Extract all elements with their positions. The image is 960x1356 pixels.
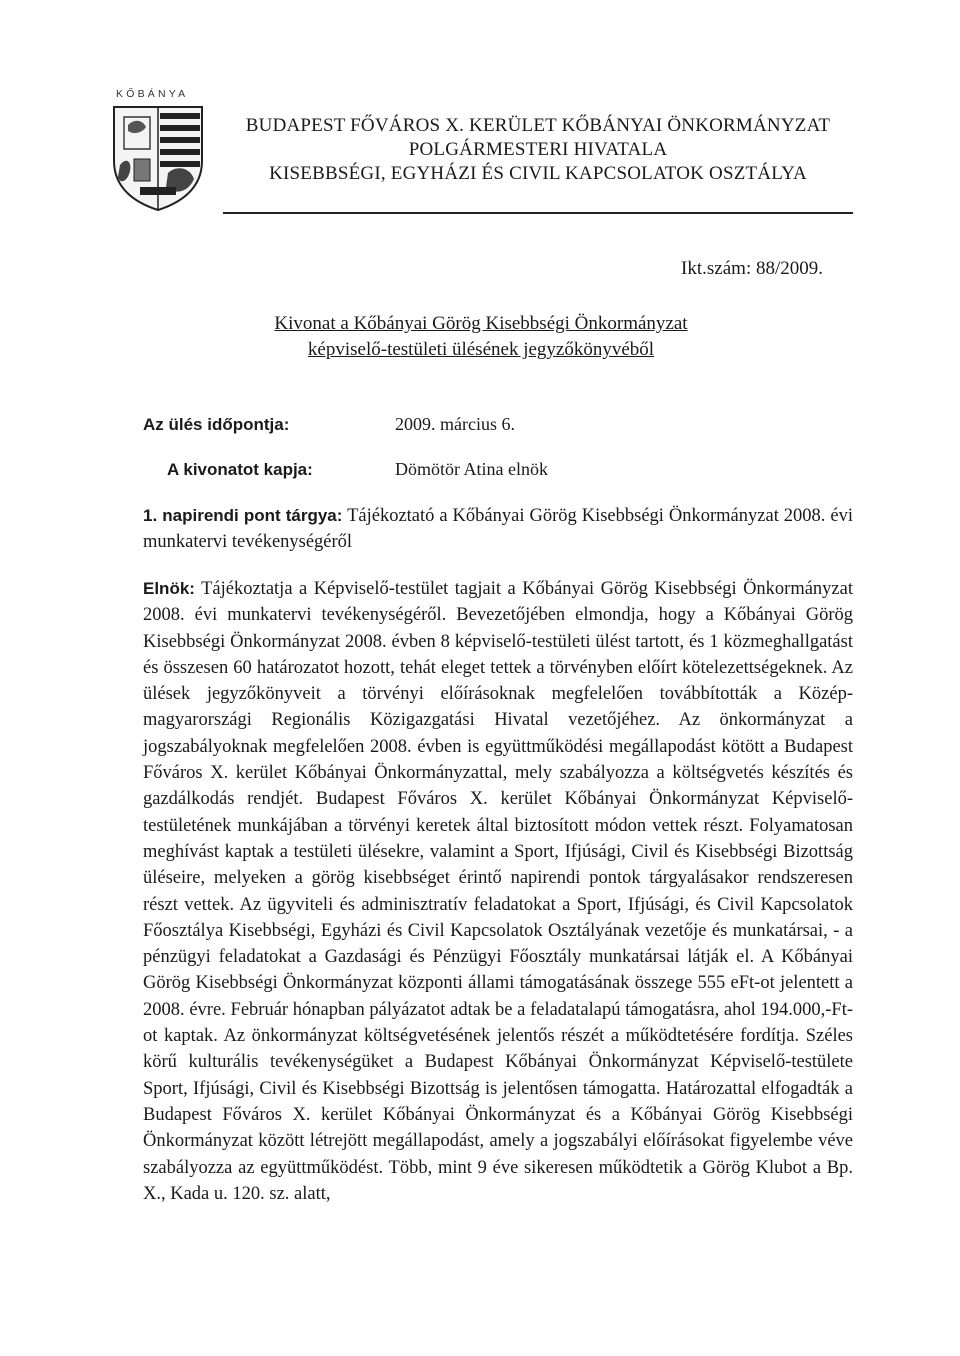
recipient-value: Dömötör Atina elnök bbox=[395, 459, 548, 479]
agenda-item bbox=[143, 503, 853, 556]
meeting-date-value: 2009. március 6. bbox=[395, 414, 515, 434]
coat-of-arms-icon bbox=[110, 103, 206, 213]
chair-statement-text: Tájékoztatja a Képviselő-testület tagjait a Kőbányai Görög Kisebbségi Önkormányzat 2008. évi munkatervi tevékenységéről. Bevezetőjében elmondja, hogy a Kőbányai Görög Kisebbségi Önkormányzat 2008. évben 8 képviselő-testületi ülést tartott, és 1 közmeghallgatást és összesen 60 határozatot hozott, tehát eleget tettek a törvényben előírt kötelezettségeknek. Az ülések jegyzőkönyveit a törvényi előírásoknak megfelelően továbbították a Közép-magyarországi Regionális Közigazgatási Hivatal vezetőjéhez. Az önkormányzat a jogszabályoknak megfelelően 2008. évben is együttműködési megállapodást kötött a Budapest Főváros X. kerület Kőbányai Önkormányzattal, mely szabályozza a költségvetés készítés és gazdálkodás rendjét. Budapest Főváros X. kerület Kőbányai Önkormányzat Képviselő-testületének munkájában a törvényi keretek által biztosított módon vettek részt. Folyamatosan meghívást kaptak a testületi ülésekre, valamint a Sport, Ifjúsági, Civil és Kisebbségi Bizottság üléseire, melyeken a görög kisebbséget érintő napirendi pontok tárgyalásakor rendszeresen részt vettek. Az ügyviteli és adminisztratív feladatokat a Sport, Ifjúsági, és Civil Kapcsolatok Főosztálya Kisebbségi, Egyházi és Civil Kapcsolatok Osztályának vezetője és munkatársai, - a pénzügyi feladatokat a Gazdasági és Pénzügyi Főosztály munkatársai látják el. A Kőbányai Görög Kisebbségi Önkormányzat központi állami támogatásának összege 555 eFt-ot jelentett a 2008. évre. Február hónapban pályázatot adtak be a feladatalapú támogatásra, ahol 194.000,-Ft-ot kaptak. Az önkormányzat költségvetésének jelentős részét a működtetésére fordítja. Széles körű kulturális tevékenységüket a Budapest Kőbányai Önkormányzat Képviselő-testülete Sport, Ifjúsági, Civil és Kisebbségi Bizottság is jelentősen támogatta. Határozattal elfogadták a Budapest Főváros X. kerület Kőbányai Önkormányzat és a Kőbányai Görög Kisebbségi Önkormányzat között létrejött megállapodást, amely a jogszabályi előírásokat figyelembe véve szabályozza az együttműködést. Több, mint 9 éve sikeresen működtetik a Görög Klubot a Bp. X., Kada u. 120. sz. alatt, bbox=[143, 579, 853, 1204]
meeting-date-row bbox=[143, 414, 515, 435]
org-line-3: KISEBBSÉGI, EGYHÁZI ÉS CIVIL KAPCSOLATOK OSZTÁLYA bbox=[269, 163, 807, 184]
document-title bbox=[150, 311, 812, 363]
agenda-text: Tájékoztató a Kőbányai Görög Kisebbségi Önkormányzat 2008. évi munkatervi tevékenységéről bbox=[143, 506, 854, 553]
org-line-1: BUDAPEST FŐVÁROS X. KERÜLET KŐBÁNYAI ÖNKORMÁNYZAT bbox=[245, 115, 831, 136]
chair-label: Elnök: bbox=[143, 579, 195, 598]
organization-heading bbox=[223, 114, 853, 186]
recipient-label: A kivonatot kapja: bbox=[167, 460, 313, 479]
chair-statement bbox=[143, 576, 853, 1207]
meeting-date-label: Az ülés időpontja: bbox=[143, 415, 290, 434]
registration-number: Ikt.szám: 88/2009. bbox=[681, 258, 823, 279]
recipient-row bbox=[143, 459, 548, 480]
header-divider bbox=[223, 212, 853, 214]
crest-label: KŐBÁNYA bbox=[116, 88, 189, 100]
title-line-2: képviselő-testületi ülésének jegyzőkönyvéből bbox=[307, 339, 655, 360]
org-line-2: POLGÁRMESTERI HIVATALA bbox=[408, 139, 668, 160]
agenda-label: 1. napirendi pont tárgya: bbox=[143, 506, 343, 525]
title-line-1: Kivonat a Kőbányai Görög Kisebbségi Önkormányzat bbox=[274, 313, 688, 334]
